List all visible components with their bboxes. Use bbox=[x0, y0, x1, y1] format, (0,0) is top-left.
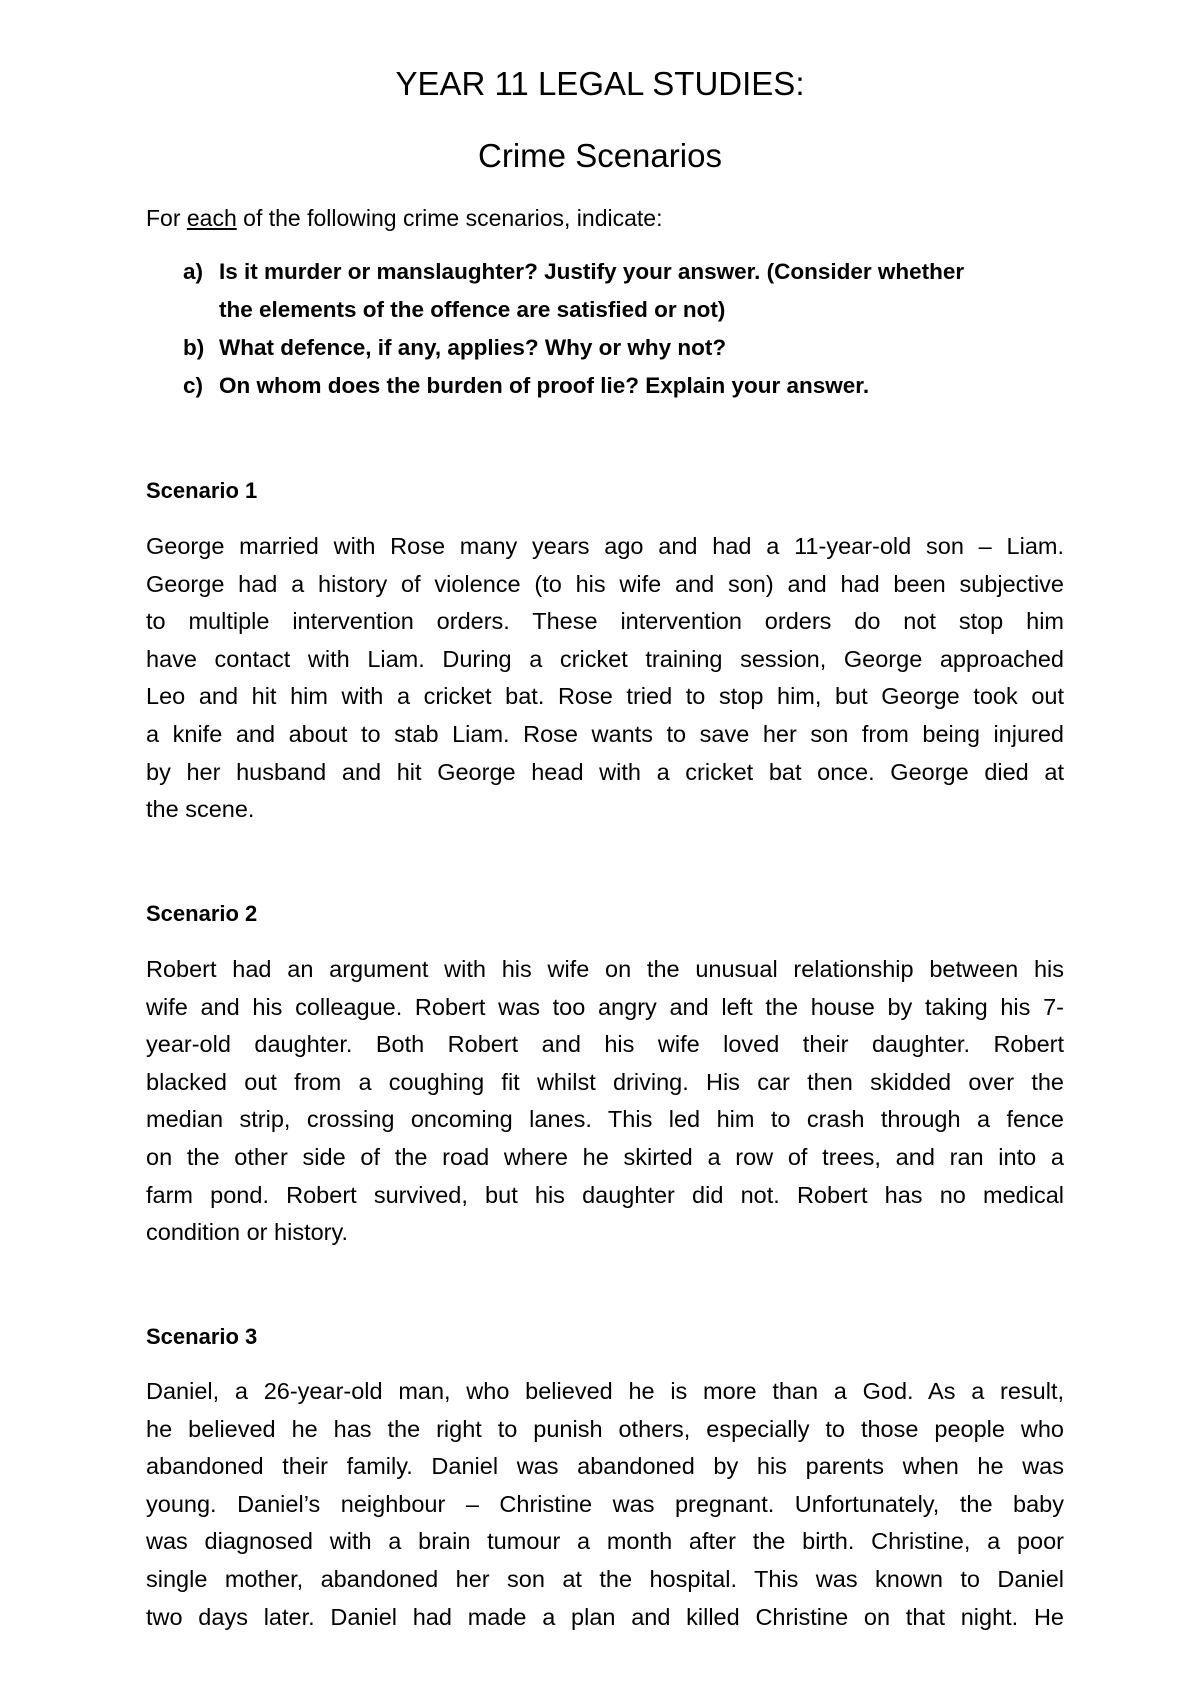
scenario-line: George married with Rose many years ago and had a 11-year-old son – Liam. bbox=[146, 533, 1064, 559]
scenario-3-text bbox=[146, 1373, 1064, 1636]
scenario-line: two days later. Daniel had made a plan and killed Christine on that night. He bbox=[146, 1603, 1064, 1630]
scenario-line: a knife and about to stab Liam. Rose wants to save her son from being injured bbox=[146, 720, 1064, 747]
scenario-line: wife and his colleague. Robert was too angry and left the house by taking his 7- bbox=[146, 993, 1064, 1020]
question-marker: b) bbox=[183, 335, 205, 360]
question-c bbox=[146, 367, 1076, 405]
scenario-line: have contact with Liam. During a cricket training session, George approached bbox=[146, 645, 1064, 672]
instructions-before: For bbox=[146, 205, 187, 231]
scenario-line: Robert had an argument with his wife on the unusual relationship between his bbox=[146, 956, 1064, 982]
question-b bbox=[146, 329, 1076, 367]
scenario-2-heading: Scenario 2 bbox=[146, 901, 258, 926]
scenario-1-heading: Scenario 1 bbox=[146, 478, 258, 503]
scenario-1-text bbox=[146, 528, 1064, 829]
scenario-line: median strip, crossing oncoming lanes. This led him to crash through a fence bbox=[146, 1106, 1064, 1133]
scenario-line: to multiple intervention orders. These intervention orders do not stop him bbox=[146, 608, 1064, 635]
scenario-line: Leo and hit him with a cricket bat. Rose tried to stop him, but George took out bbox=[146, 683, 1064, 710]
question-line: What defence, if any, applies? Why or why not? bbox=[219, 335, 727, 360]
scenario-line: year-old daughter. Both Robert and his wife loved their daughter. Robert bbox=[146, 1031, 1064, 1058]
document-subtitle: Crime Scenarios bbox=[478, 137, 722, 174]
question-line: On whom does the burden of proof lie? Explain your answer. bbox=[219, 373, 870, 398]
scenario-line: abandoned their family. Daniel was abandoned by his parents when he was bbox=[146, 1453, 1064, 1480]
scenario-line: by her husband and hit George head with a cricket bat once. George died at bbox=[146, 758, 1064, 785]
scenario-line: he believed he has the right to punish others, especially to those people who bbox=[146, 1415, 1064, 1442]
instructions-after: of the following crime scenarios, indicate: bbox=[236, 205, 663, 231]
scenario-line: Daniel, a 26-year-old man, who believed he is more than a God. As a result, bbox=[146, 1378, 1064, 1404]
instructions-emphasis: each bbox=[186, 205, 237, 231]
question-list bbox=[146, 253, 1076, 405]
question-line: the elements of the offence are satisfied or not) bbox=[219, 297, 726, 322]
scenario-line: George had a history of violence (to his wife and son) and had been subjective bbox=[146, 570, 1064, 597]
scenario-line: on the other side of the road where he skirted a row of trees, and ran into a bbox=[146, 1143, 1064, 1170]
scenario-3-heading: Scenario 3 bbox=[146, 1324, 258, 1349]
question-marker: a) bbox=[183, 259, 204, 284]
scenario-2-text bbox=[146, 951, 1064, 1252]
scenario-line: condition or history. bbox=[146, 1219, 349, 1246]
question-a bbox=[146, 253, 1076, 329]
scenario-line: blacked out from a coughing fit whilst driving. His car then skidded over the bbox=[146, 1068, 1064, 1095]
instructions-text bbox=[146, 203, 662, 233]
question-line: Is it murder or manslaughter? Justify your answer. (Consider whether bbox=[219, 259, 965, 284]
question-marker: c) bbox=[183, 373, 204, 398]
scenario-line: was diagnosed with a brain tumour a month after the birth. Christine, a poor bbox=[146, 1528, 1064, 1555]
scenario-line: the scene. bbox=[146, 796, 255, 823]
document-title: YEAR 11 LEGAL STUDIES: bbox=[395, 65, 805, 102]
scenario-line: single mother, abandoned her son at the hospital. This was known to Daniel bbox=[146, 1565, 1064, 1592]
scenario-line: young. Daniel’s neighbour – Christine was pregnant. Unfortunately, the baby bbox=[146, 1490, 1064, 1517]
scenario-line: farm pond. Robert survived, but his daughter did not. Robert has no medical bbox=[146, 1181, 1064, 1208]
